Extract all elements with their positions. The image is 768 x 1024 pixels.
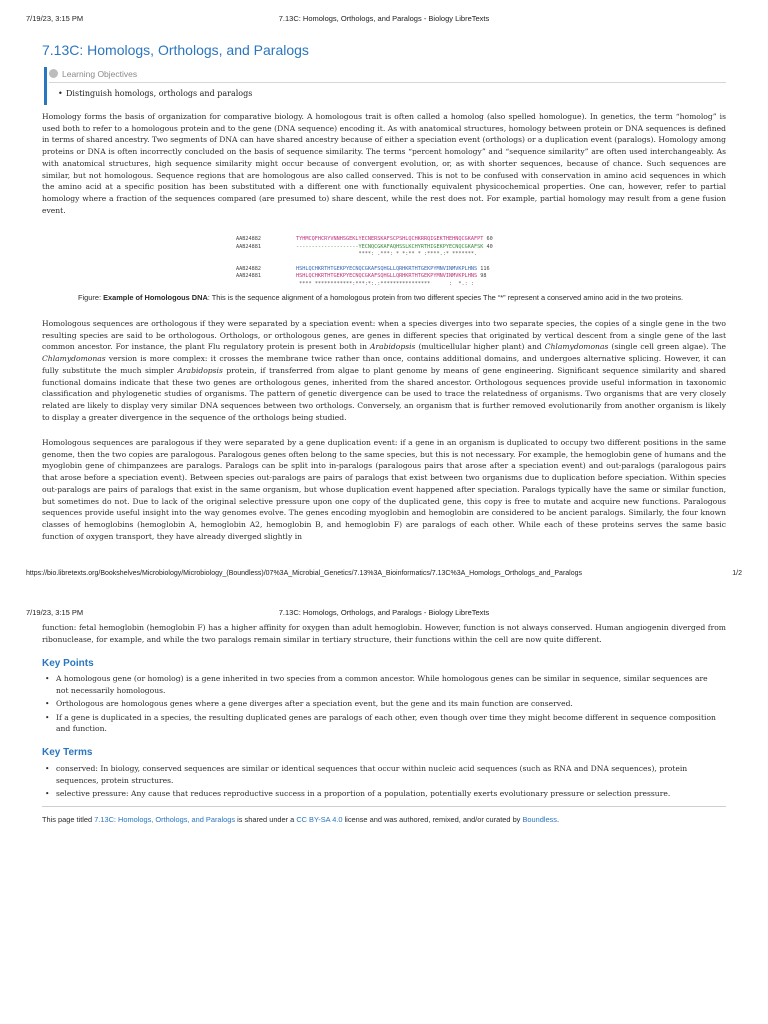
learning-objective-item: • Distinguish homologs, orthologs and paralogs xyxy=(66,89,252,98)
alignment-row: AAB24881 --------------------YECNQCGKAFAQHSSLKCHYRTHIGEKPYECNQCGKAFSK 40 xyxy=(236,243,493,250)
alignment-row: AAB24882 TYHMCQFHCRYVNNHSGEKLYECNERSKAFSCPSHLQCHKRRQIGEKTHEHNQCGKAFPT 60 xyxy=(236,236,493,242)
key-terms-heading: Key Terms xyxy=(42,747,93,758)
print-datetime: 7/19/23, 3:15 PM xyxy=(26,608,84,617)
paragraph-homology: Homology forms the basis of organization for comparative biology. A homologous trait is often called a homolog (also spelled homologue). In genetics, the term “homolog” is used both to refer to a homologous protein and to the gene (DNA sequence) encoding it. As with anatomical structures, homology between protein or DNA sequences is defined in terms of shared ancestry. Two segments of DNA can have shared ancestry because of either a speciation event (orthologs) or a duplication event (paralogs). Homology among proteins or DNA is often incorrectly concluded on the basis of sequence similarity. The terms “percent homology” and “sequence similarity” are often used interchangeably. As with anatomical structures, high sequence similarity might occur because of convergent evolution, or, as with shorter sequences, because of chance. Such sequences are similar, but not homologous. Sequence regions that are homologous are also called conserved. This is not to be confused with conservation in amino acid sequences in which the amino acid at a specific position has been substituted with a different one with functionally equivalent physicochemical properties. One can, however, refer to partial homology where a fraction of the sequences compared (are presumed to) share descent, while the rest does not. For example, partial homology may result from a gene fusion event. xyxy=(42,112,726,215)
page-title-link[interactable]: 7.13C: Homologs, Orthologs, and Paralogs xyxy=(94,815,236,824)
list-item: • conserved: In biology, conserved sequences are similar or identical sequences that occur within nucleic acid sequences (such as RNA and DNA sequences), protein sequences, protein structures. xyxy=(56,763,716,786)
license-notice: This page titled 7.13C: Homologs, Orthologs, and Paralogs is shared under a CC BY-SA 4.0 license and was authored, remixed, and/or curated by Boundless. xyxy=(42,815,560,824)
alignment-row: AAB24882 HSHLQCHKRTHTGEKPYECNQCGKAFSQHGLLQRHKRTHTGEKPYMNVINMVKPLHNS 116 xyxy=(236,265,490,272)
paragraph-orthologs: Homologous sequences are orthologous if they were separated by a speciation event: when a species diverges into two separate species, the copies of a single gene in the two resulting species are said to be orthologous. Orthologs, or orthologous genes, are genes in different species that originated by vertical descent from a single gene of the last common ancestor. For instance, the plant Flu regulatory protein is present both in Arabidopsis (multicellular higher plant) and Chlamydomonas (single cell green algae). The Chlamydomonas version is more complex: it crosses the membrane twice rather than once, contains additional domains, and undergoes alternative splicing. However, it can fully substitute the much simpler Arabidopsis protein, if transferred from algae to plant genome by means of gene engineering. Significant sequence similarity and shared functional domains indicate that these two genes are orthologous genes, inherited from the shared ancestor. Orthologous sequences provide useful information in taxonomic classification and phylogenetic studies of organisms. The pattern of genetic divergence can be used to trace the relatedness of organisms. Two organisms that are very closely related are likely to display very similar DNA sequences between two orthologs. Conversely, an organism that is further removed evolutionarily from another organism is likely to display a greater divergence in the sequence of the orthologs being studied. xyxy=(42,319,727,422)
figure-caption: Figure: Example of Homologous DNA: This is the sequence alignment of a homologous protein from two different species The “*” represent a conserved amino acid in the two proteins. xyxy=(78,293,684,302)
key-terms-list xyxy=(56,763,716,802)
info-icon xyxy=(49,69,58,78)
paragraph-paralogs: Homologous sequences are paralogous if they were separated by a gene duplication event: if a gene in an organism is duplicated to occupy two different positions in the same genome, then the two copies are paralogous. Paralogous genes often belong to the same species, but this is not necessary. For example, the hemoglobin gene of humans and the myoglobin gene of chimpanzees are paralogs. Paralogs can be split into in-paralogs (paralogous pairs that arose after a speciation event) and out-paralogs (paralogous pairs that arose before a speciation event). Between species out-paralogs are pairs of paralogs that exist between two organisms due to duplication before speciation. Within species out-paralogs are pairs of paralogs that exist in the same organism, but whose duplication event happened after speciation. Paralogs typically have the same or similar function, but sometimes do not. Due to lack of the original selective pressure upon one copy of the duplicated gene, this copy is free to mutate and acquire new functions. Paralogous sequences provide useful insight into the way genomes evolve. The genes encoding myoglobin and hemoglobin are considered to be ancient paralogs. Similarly, the four known classes of hemoglobins (hemoglobin A, hemoglobin A2, hemoglobin B, and hemoglobin F) are paralogs of each other. While each of these proteins serves the same basic function of oxygen transport, they have already diverged slightly in xyxy=(42,438,726,541)
learning-objectives-accent-bar xyxy=(44,67,47,105)
divider xyxy=(42,806,726,807)
key-points-heading: Key Points xyxy=(42,658,94,669)
list-item: • Orthologous are homologous genes where a gene diverges after a speciation event, but the gene and its main function are conserved. xyxy=(56,698,716,710)
alignment-row: AAB24881 HSHLQCHKRTHTGEKPYECNQCGKAFSQHGLLQRHKRTHTGEKPYMNVINMVKPLHNS 98 xyxy=(236,273,487,280)
license-link[interactable]: CC BY-SA 4.0 xyxy=(296,815,343,824)
learning-objectives-heading: Learning Objectives xyxy=(49,69,137,79)
page-number: 1/2 xyxy=(732,570,742,577)
paragraph-paralogs-continued: function: fetal hemoglobin (hemoglobin F) has a higher affinity for oxygen than adult hemoglobin. However, function is not always conserved. Human angiogenin diverged from ribonuclease, for example, and while the two paralogs remain similar in tertiary structure, their functions within the cell are now quite different. xyxy=(42,623,726,644)
article-title: 7.13C: Homologs, Orthologs, and Paralogs xyxy=(42,42,309,58)
author-link[interactable]: Boundless xyxy=(522,815,557,824)
print-datetime: 7/19/23, 3:15 PM xyxy=(26,14,84,23)
sequence-alignment-figure xyxy=(236,236,493,289)
print-page-title: 7.13C: Homologs, Orthologs, and Paralogs - Biology LibreTexts xyxy=(278,14,490,23)
print-page-title: 7.13C: Homologs, Orthologs, and Paralogs - Biology LibreTexts xyxy=(278,608,490,617)
list-item: • If a gene is duplicated in a species, the resulting duplicated genes are paralogs of each other, even though over time they might become different in sequence composition and function. xyxy=(56,712,716,735)
learning-objectives-box xyxy=(44,65,726,105)
key-points-list xyxy=(56,673,716,737)
alignment-conservation-row: **** ************:***:*:.:**************** : *.: : xyxy=(296,280,475,287)
divider xyxy=(49,82,726,83)
alignment-conservation-row: ****: .***: * *:** * :****.:* *******. xyxy=(296,251,478,258)
print-url: https://bio.libretexts.org/Bookshelves/Microbiology/Microbiology_(Boundless)/07%3A_Microbial_Genetics/7.13%3A_Bioinformatics/7.13C%3A_Homologs_Orthologs_and_Paralogs xyxy=(26,570,583,577)
list-item: • A homologous gene (or homolog) is a gene inherited in two species from a common ancestor. While homologous genes can be similar in sequence, similar sequences are not necessarily homologous. xyxy=(56,673,716,696)
list-item: • selective pressure: Any cause that reduces reproductive success in a proportion of a population, potentially exerts evolutionary pressure or selection pressure. xyxy=(56,788,716,800)
